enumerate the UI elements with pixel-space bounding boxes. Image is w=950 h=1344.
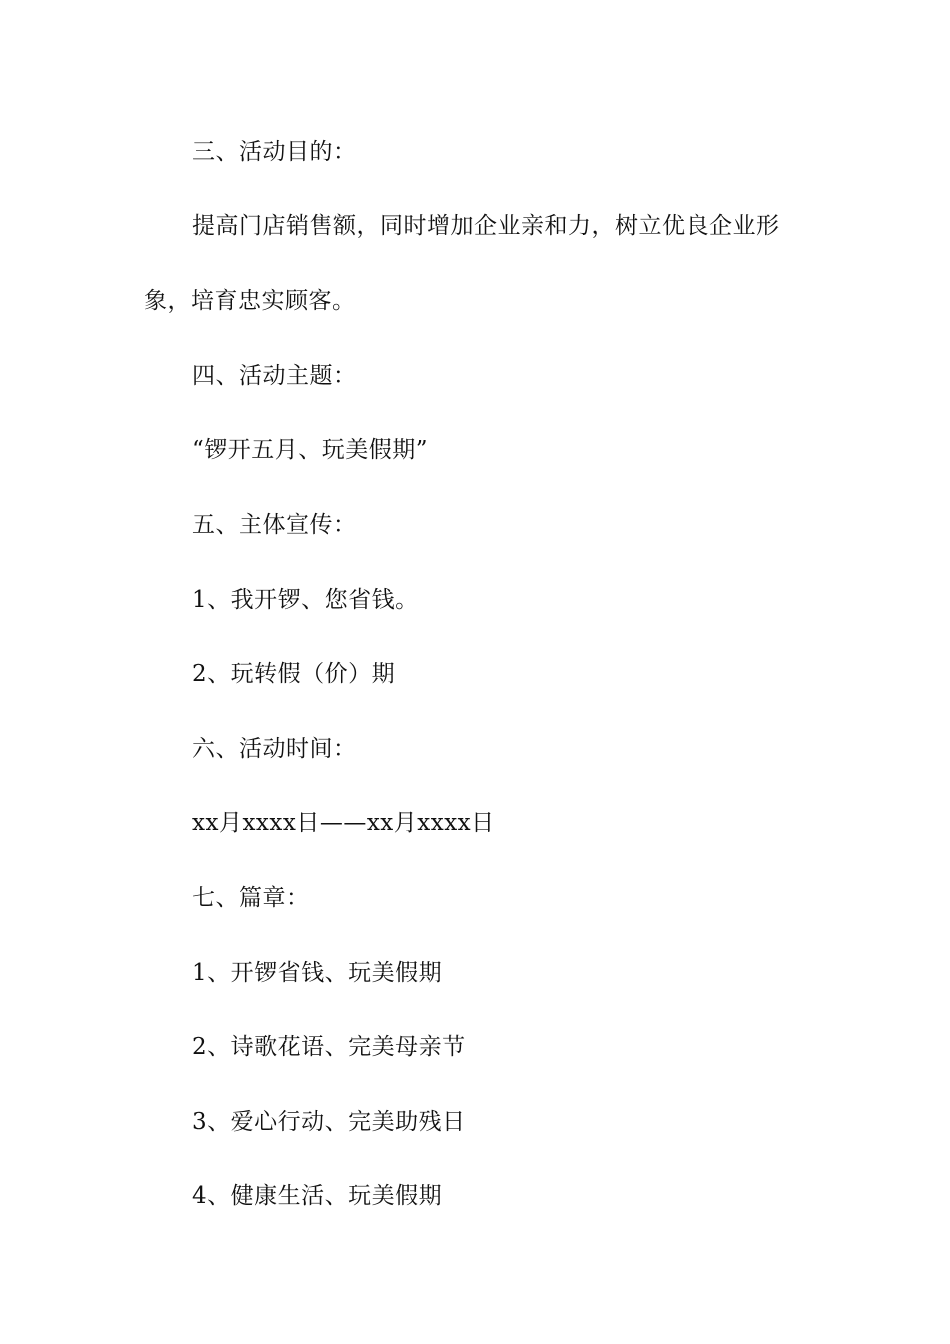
heading-activity-theme: 四、活动主题： [192,363,357,389]
paragraph-purpose-line-2: 象，培育忠实顾客。 [144,288,356,314]
heading-activity-purpose: 三、活动目的： [192,139,357,165]
promotion-item-2: 2、玩转假（价）期 [192,661,396,687]
theme-text: “锣开五月、玩美假期” [192,437,429,463]
chapter-item-2: 2、诗歌花语、完美母亲节 [192,1034,466,1060]
paragraph-purpose-line-1: 提高门店销售额，同时增加企业亲和力，树立优良企业形 [192,213,780,239]
activity-time-text: xx月xxxx日——xx月xxxx日 [192,810,495,836]
promotion-item-1: 1、我开锣、您省钱。 [192,587,419,613]
heading-chapters: 七、篇章： [192,885,310,911]
chapter-item-1: 1、开锣省钱、玩美假期 [192,960,443,986]
heading-main-promotion: 五、主体宣传： [192,512,357,538]
chapter-item-3: 3、爱心行动、完美助残日 [192,1109,466,1135]
chapter-item-4: 4、健康生活、玩美假期 [192,1183,443,1209]
heading-activity-time: 六、活动时间： [192,736,357,762]
